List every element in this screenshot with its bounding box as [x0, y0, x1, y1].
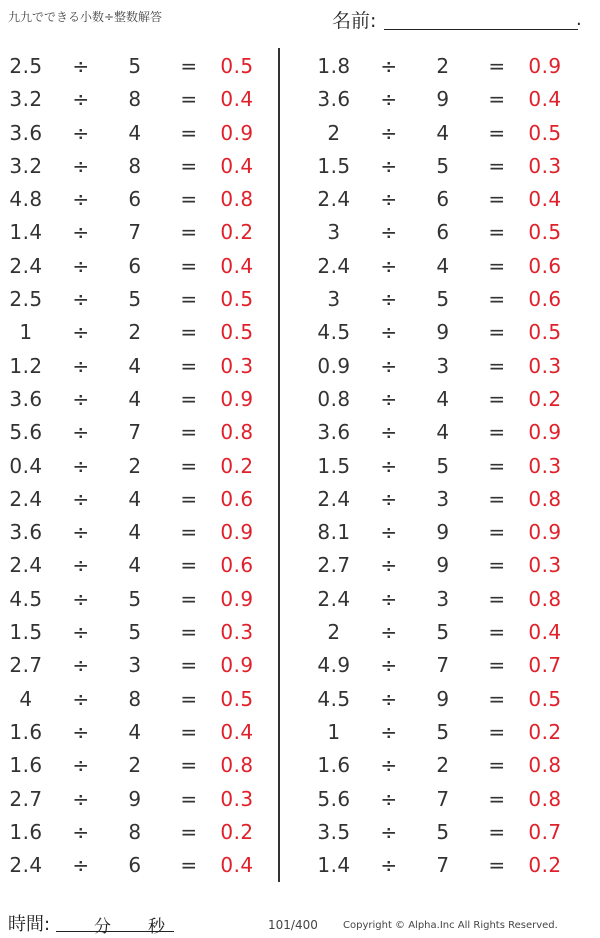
divisor: 2	[436, 54, 450, 78]
answer: 0.4	[220, 153, 254, 178]
divide-sign: ÷	[380, 719, 398, 744]
answer: 0.2	[220, 220, 254, 245]
dividend: 4.5	[9, 586, 43, 611]
equals-sign: =	[180, 120, 198, 145]
answer: 0.3	[528, 353, 562, 378]
answer: 0.6	[528, 253, 562, 278]
divide-sign: ÷	[380, 287, 398, 312]
divisor: 4	[128, 520, 142, 545]
dividend: 1.4	[317, 853, 351, 878]
divide-sign: ÷	[380, 620, 398, 645]
equals-sign: =	[488, 153, 506, 178]
dividend: 2.4	[9, 253, 43, 278]
answer: 0.3	[528, 553, 562, 578]
dividend: 1	[19, 320, 33, 345]
divide-sign: ÷	[380, 187, 398, 212]
divide-sign: ÷	[380, 386, 398, 411]
answer: 0.3	[220, 620, 254, 645]
answer: 0.8	[528, 753, 562, 778]
copyright-notice: Copyright © Alpha.Inc All Rights Reserved.	[343, 920, 558, 931]
divide-sign: ÷	[380, 87, 398, 112]
answer: 0.4	[220, 253, 254, 278]
divide-sign: ÷	[380, 553, 398, 578]
divisor: 5	[436, 453, 450, 478]
divisor: 5	[436, 287, 450, 312]
answer: 0.5	[220, 54, 254, 78]
equals-sign: =	[488, 553, 506, 578]
answer: 0.3	[220, 353, 254, 378]
divisor: 9	[436, 686, 450, 711]
answer: 0.4	[528, 187, 562, 212]
dividend: 3	[327, 220, 341, 245]
divisor: 4	[436, 120, 450, 145]
equals-sign: =	[180, 586, 198, 611]
divisor: 3	[436, 353, 450, 378]
divide-sign: ÷	[72, 54, 90, 78]
dividend: 3.6	[317, 420, 351, 445]
divide-sign: ÷	[380, 586, 398, 611]
divisor: 5	[436, 719, 450, 744]
answer: 0.4	[528, 87, 562, 112]
column-divider	[278, 48, 280, 882]
equals-sign: =	[488, 453, 506, 478]
dividend: 1.6	[9, 819, 43, 844]
divide-sign: ÷	[72, 287, 90, 312]
answer: 0.4	[220, 87, 254, 112]
divide-sign: ÷	[380, 819, 398, 844]
equals-sign: =	[488, 686, 506, 711]
answer: 0.8	[528, 586, 562, 611]
answer: 0.8	[220, 753, 254, 778]
divide-sign: ÷	[380, 420, 398, 445]
page-number: 101/400	[268, 918, 318, 932]
divide-sign: ÷	[72, 686, 90, 711]
equals-sign: =	[488, 220, 506, 245]
dividend: 1	[327, 719, 341, 744]
dividend: 2.4	[317, 486, 351, 511]
equals-sign: =	[488, 287, 506, 312]
equals-sign: =	[180, 753, 198, 778]
divide-sign: ÷	[380, 686, 398, 711]
answer: 0.8	[528, 486, 562, 511]
divide-sign: ÷	[72, 819, 90, 844]
equals-sign: =	[488, 420, 506, 445]
equals-sign: =	[488, 187, 506, 212]
dividend: 1.5	[317, 453, 351, 478]
equals-sign: =	[488, 620, 506, 645]
dividend: 2.7	[9, 786, 43, 811]
dividend: 2.7	[9, 653, 43, 678]
answer: 0.5	[528, 320, 562, 345]
dividend: 2.4	[9, 853, 43, 878]
divisor: 6	[128, 253, 142, 278]
equals-sign: =	[488, 753, 506, 778]
dividend: 2	[327, 620, 341, 645]
divide-sign: ÷	[72, 653, 90, 678]
dividend: 3.6	[9, 386, 43, 411]
equals-sign: =	[488, 819, 506, 844]
answer: 0.9	[220, 653, 254, 678]
answer: 0.9	[528, 54, 562, 78]
divisor: 4	[128, 120, 142, 145]
equals-sign: =	[180, 853, 198, 878]
dividend: 2.4	[317, 253, 351, 278]
equals-sign: =	[488, 120, 506, 145]
equals-sign: =	[180, 686, 198, 711]
divisor: 5	[436, 153, 450, 178]
dividend: 3.6	[317, 87, 351, 112]
divisor: 8	[128, 87, 142, 112]
dividend: 5.6	[317, 786, 351, 811]
divisor: 4	[128, 386, 142, 411]
name-underline	[384, 29, 578, 30]
answer: 0.5	[528, 120, 562, 145]
divide-sign: ÷	[72, 87, 90, 112]
divide-sign: ÷	[380, 220, 398, 245]
answer: 0.6	[220, 553, 254, 578]
divide-sign: ÷	[380, 54, 398, 78]
divide-sign: ÷	[72, 220, 90, 245]
name-dot: .	[576, 9, 582, 30]
divisor: 4	[436, 386, 450, 411]
answer: 0.5	[528, 686, 562, 711]
dividend: 1.8	[317, 54, 351, 78]
answer: 0.9	[528, 420, 562, 445]
divide-sign: ÷	[380, 353, 398, 378]
equals-sign: =	[180, 187, 198, 212]
equals-sign: =	[488, 653, 506, 678]
equals-sign: =	[180, 520, 198, 545]
answer: 0.4	[528, 620, 562, 645]
divide-sign: ÷	[380, 253, 398, 278]
dividend: 1.6	[9, 753, 43, 778]
divide-sign: ÷	[72, 386, 90, 411]
equals-sign: =	[180, 819, 198, 844]
equals-sign: =	[488, 253, 506, 278]
name-field	[332, 6, 584, 32]
equals-sign: =	[180, 386, 198, 411]
answer: 0.9	[220, 520, 254, 545]
divide-sign: ÷	[72, 620, 90, 645]
divisor: 4	[128, 353, 142, 378]
equals-sign: =	[488, 786, 506, 811]
dividend: 0.8	[317, 386, 351, 411]
equals-sign: =	[488, 320, 506, 345]
divisor: 5	[128, 54, 142, 78]
divide-sign: ÷	[72, 153, 90, 178]
time-field	[8, 910, 178, 937]
answer: 0.3	[220, 786, 254, 811]
divide-sign: ÷	[380, 520, 398, 545]
dividend: 2.5	[9, 287, 43, 312]
equals-sign: =	[488, 386, 506, 411]
equals-sign: =	[488, 520, 506, 545]
dividend: 5.6	[9, 420, 43, 445]
dividend: 4	[19, 686, 33, 711]
dividend: 1.6	[9, 719, 43, 744]
equals-sign: =	[488, 586, 506, 611]
answer: 0.7	[528, 819, 562, 844]
divisor: 2	[436, 753, 450, 778]
divide-sign: ÷	[380, 153, 398, 178]
equals-sign: =	[180, 253, 198, 278]
equals-sign: =	[488, 353, 506, 378]
dividend: 2.4	[317, 187, 351, 212]
dividend: 2.7	[317, 553, 351, 578]
dividend: 2.4	[317, 586, 351, 611]
divisor: 2	[128, 753, 142, 778]
divisor: 4	[436, 420, 450, 445]
equals-sign: =	[180, 153, 198, 178]
divisor: 3	[128, 653, 142, 678]
dividend: 2	[327, 120, 341, 145]
answer: 0.8	[220, 420, 254, 445]
divisor: 6	[128, 853, 142, 878]
dividend: 3.6	[9, 120, 43, 145]
answer: 0.8	[528, 786, 562, 811]
equals-sign: =	[180, 653, 198, 678]
divide-sign: ÷	[380, 120, 398, 145]
divide-sign: ÷	[72, 253, 90, 278]
equals-sign: =	[180, 553, 198, 578]
answer: 0.9	[220, 386, 254, 411]
answer: 0.5	[220, 287, 254, 312]
answer: 0.9	[528, 520, 562, 545]
dividend: 2.4	[9, 486, 43, 511]
dividend: 1.6	[317, 753, 351, 778]
dividend: 1.5	[9, 620, 43, 645]
divide-sign: ÷	[72, 320, 90, 345]
answer: 0.3	[528, 453, 562, 478]
divisor: 5	[128, 287, 142, 312]
equals-sign: =	[488, 486, 506, 511]
name-label: 名前:	[332, 10, 377, 32]
answer: 0.5	[220, 686, 254, 711]
page-title: 九九でできる小数÷整数解答	[8, 10, 163, 24]
divide-sign: ÷	[380, 653, 398, 678]
answer: 0.4	[220, 853, 254, 878]
divisor: 7	[128, 420, 142, 445]
divisor: 6	[436, 187, 450, 212]
equals-sign: =	[488, 853, 506, 878]
divide-sign: ÷	[72, 753, 90, 778]
answer: 0.5	[220, 320, 254, 345]
answer: 0.5	[528, 220, 562, 245]
equals-sign: =	[180, 719, 198, 744]
divide-sign: ÷	[72, 553, 90, 578]
equals-sign: =	[180, 620, 198, 645]
divisor: 9	[436, 320, 450, 345]
divisor: 9	[436, 520, 450, 545]
divisor: 9	[436, 553, 450, 578]
dividend: 1.2	[9, 353, 43, 378]
answer: 0.6	[528, 287, 562, 312]
dividend: 0.4	[9, 453, 43, 478]
divisor: 7	[436, 653, 450, 678]
dividend: 2.4	[9, 553, 43, 578]
dividend: 1.5	[317, 153, 351, 178]
divisor: 5	[128, 620, 142, 645]
divide-sign: ÷	[72, 353, 90, 378]
divide-sign: ÷	[72, 120, 90, 145]
divide-sign: ÷	[72, 719, 90, 744]
dividend: 4.5	[317, 320, 351, 345]
answer: 0.6	[220, 486, 254, 511]
divisor: 6	[128, 187, 142, 212]
equals-sign: =	[180, 320, 198, 345]
dividend: 3.5	[317, 819, 351, 844]
dividend: 3.2	[9, 153, 43, 178]
equals-sign: =	[488, 87, 506, 112]
divide-sign: ÷	[380, 853, 398, 878]
equals-sign: =	[180, 486, 198, 511]
equals-sign: =	[488, 719, 506, 744]
divisor: 5	[128, 586, 142, 611]
divisor: 9	[128, 786, 142, 811]
dividend: 4.5	[317, 686, 351, 711]
divide-sign: ÷	[72, 520, 90, 545]
dividend: 4.9	[317, 653, 351, 678]
divide-sign: ÷	[72, 586, 90, 611]
divisor: 6	[436, 220, 450, 245]
answer: 0.2	[528, 853, 562, 878]
equals-sign: =	[180, 453, 198, 478]
equals-sign: =	[180, 220, 198, 245]
divisor: 5	[436, 620, 450, 645]
equals-sign: =	[180, 353, 198, 378]
seconds-label: 秒	[148, 917, 165, 937]
dividend: 1.4	[9, 220, 43, 245]
divide-sign: ÷	[380, 786, 398, 811]
divisor: 4	[436, 253, 450, 278]
dividend: 2.5	[9, 54, 43, 78]
dividend: 8.1	[317, 520, 351, 545]
answer: 0.8	[220, 187, 254, 212]
answer: 0.2	[220, 453, 254, 478]
divisor: 8	[128, 153, 142, 178]
divide-sign: ÷	[72, 187, 90, 212]
divisor: 8	[128, 686, 142, 711]
divide-sign: ÷	[72, 786, 90, 811]
divisor: 4	[128, 486, 142, 511]
time-label: 時間:	[8, 914, 51, 935]
minutes-label: 分	[94, 917, 111, 937]
divisor: 4	[128, 553, 142, 578]
divide-sign: ÷	[72, 453, 90, 478]
divide-sign: ÷	[72, 486, 90, 511]
equals-sign: =	[180, 786, 198, 811]
dividend: 3.6	[9, 520, 43, 545]
equals-sign: =	[488, 54, 506, 78]
divisor: 7	[436, 786, 450, 811]
answer: 0.9	[220, 120, 254, 145]
equals-sign: =	[180, 287, 198, 312]
answer: 0.7	[528, 653, 562, 678]
divisor: 5	[436, 819, 450, 844]
divisor: 9	[436, 87, 450, 112]
divisor: 2	[128, 320, 142, 345]
divide-sign: ÷	[72, 420, 90, 445]
divisor: 3	[436, 586, 450, 611]
divisor: 4	[128, 719, 142, 744]
answer: 0.3	[528, 153, 562, 178]
dividend: 3	[327, 287, 341, 312]
divide-sign: ÷	[380, 453, 398, 478]
divide-sign: ÷	[380, 486, 398, 511]
dividend: 4.8	[9, 187, 43, 212]
dividend: 3.2	[9, 87, 43, 112]
answer: 0.2	[220, 819, 254, 844]
divide-sign: ÷	[72, 853, 90, 878]
equals-sign: =	[180, 54, 198, 78]
divisor: 2	[128, 453, 142, 478]
divide-sign: ÷	[380, 320, 398, 345]
divisor: 3	[436, 486, 450, 511]
answer: 0.9	[220, 586, 254, 611]
answer: 0.2	[528, 719, 562, 744]
answer: 0.2	[528, 386, 562, 411]
divisor: 7	[128, 220, 142, 245]
dividend: 0.9	[317, 353, 351, 378]
divide-sign: ÷	[380, 753, 398, 778]
equals-sign: =	[180, 420, 198, 445]
answer: 0.4	[220, 719, 254, 744]
divisor: 8	[128, 819, 142, 844]
equals-sign: =	[180, 87, 198, 112]
divisor: 7	[436, 853, 450, 878]
